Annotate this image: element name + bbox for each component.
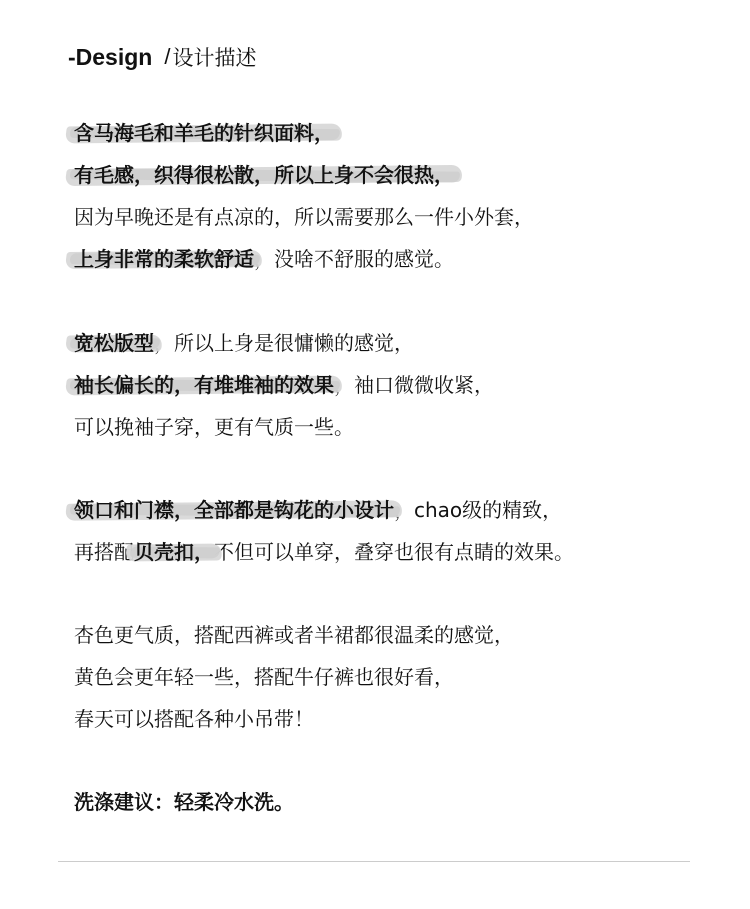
care-instructions-text: 洗涤建议：轻柔冷水洗。: [74, 790, 294, 814]
description-line: [74, 702, 314, 736]
bottom-divider: [58, 861, 690, 862]
description-line: [74, 158, 454, 192]
plain-text: 因为早晚还是有点凉的，所以需要那么一件小外套，: [74, 205, 534, 229]
highlighted-phrase: 袖长偏长的，有堆堆袖的效果: [74, 373, 334, 397]
description-line: [74, 368, 494, 402]
highlighted-phrase: 贝壳扣，: [134, 540, 214, 564]
plain-text: ，没啥不舒服的感觉。: [254, 247, 454, 271]
highlighted-phrase: 领口和门襟，全部都是钩花的小设计: [74, 498, 394, 522]
description-line: [74, 242, 454, 276]
design-header: [68, 40, 256, 74]
description-line: [74, 326, 414, 360]
plain-text: ，所以上身是很慵懒的感觉，: [154, 331, 414, 355]
description-line: [74, 618, 514, 652]
plain-text: 不但可以单穿，叠穿也很有点睛的效果。: [214, 540, 574, 564]
plain-text: ，chao级的精致，: [394, 498, 563, 522]
description-line: [74, 410, 354, 444]
plain-text: ，袖口微微收紧，: [334, 373, 494, 397]
description-line: [74, 493, 562, 527]
plain-text: 黄色会更年轻一些，搭配牛仔裤也很好看，: [74, 665, 454, 689]
highlighted-phrase: 上身非常的柔软舒适: [74, 247, 254, 271]
highlighted-phrase: 有毛感，织得很松散，所以上身不会很热，: [74, 163, 454, 187]
plain-text: 可以挽袖子穿，更有气质一些。: [74, 415, 354, 439]
description-line: [74, 200, 534, 234]
care-instructions: [74, 785, 294, 819]
plain-text: 春天可以搭配各种小吊带！: [74, 707, 314, 731]
description-line: [74, 535, 574, 569]
highlighted-phrase: 宽松版型: [74, 331, 154, 355]
description-line: [74, 660, 454, 694]
plain-text: 杏色更气质，搭配西裤或者半裙都很温柔的感觉，: [74, 623, 514, 647]
header-chinese-title: 设计描述: [172, 46, 257, 70]
header-slash: /: [164, 44, 171, 69]
plain-text: 再搭配: [74, 540, 134, 564]
highlighted-phrase: 含马海毛和羊毛的针织面料，: [74, 121, 334, 145]
description-line: [74, 116, 334, 150]
header-english-title: -Design: [68, 43, 153, 70]
